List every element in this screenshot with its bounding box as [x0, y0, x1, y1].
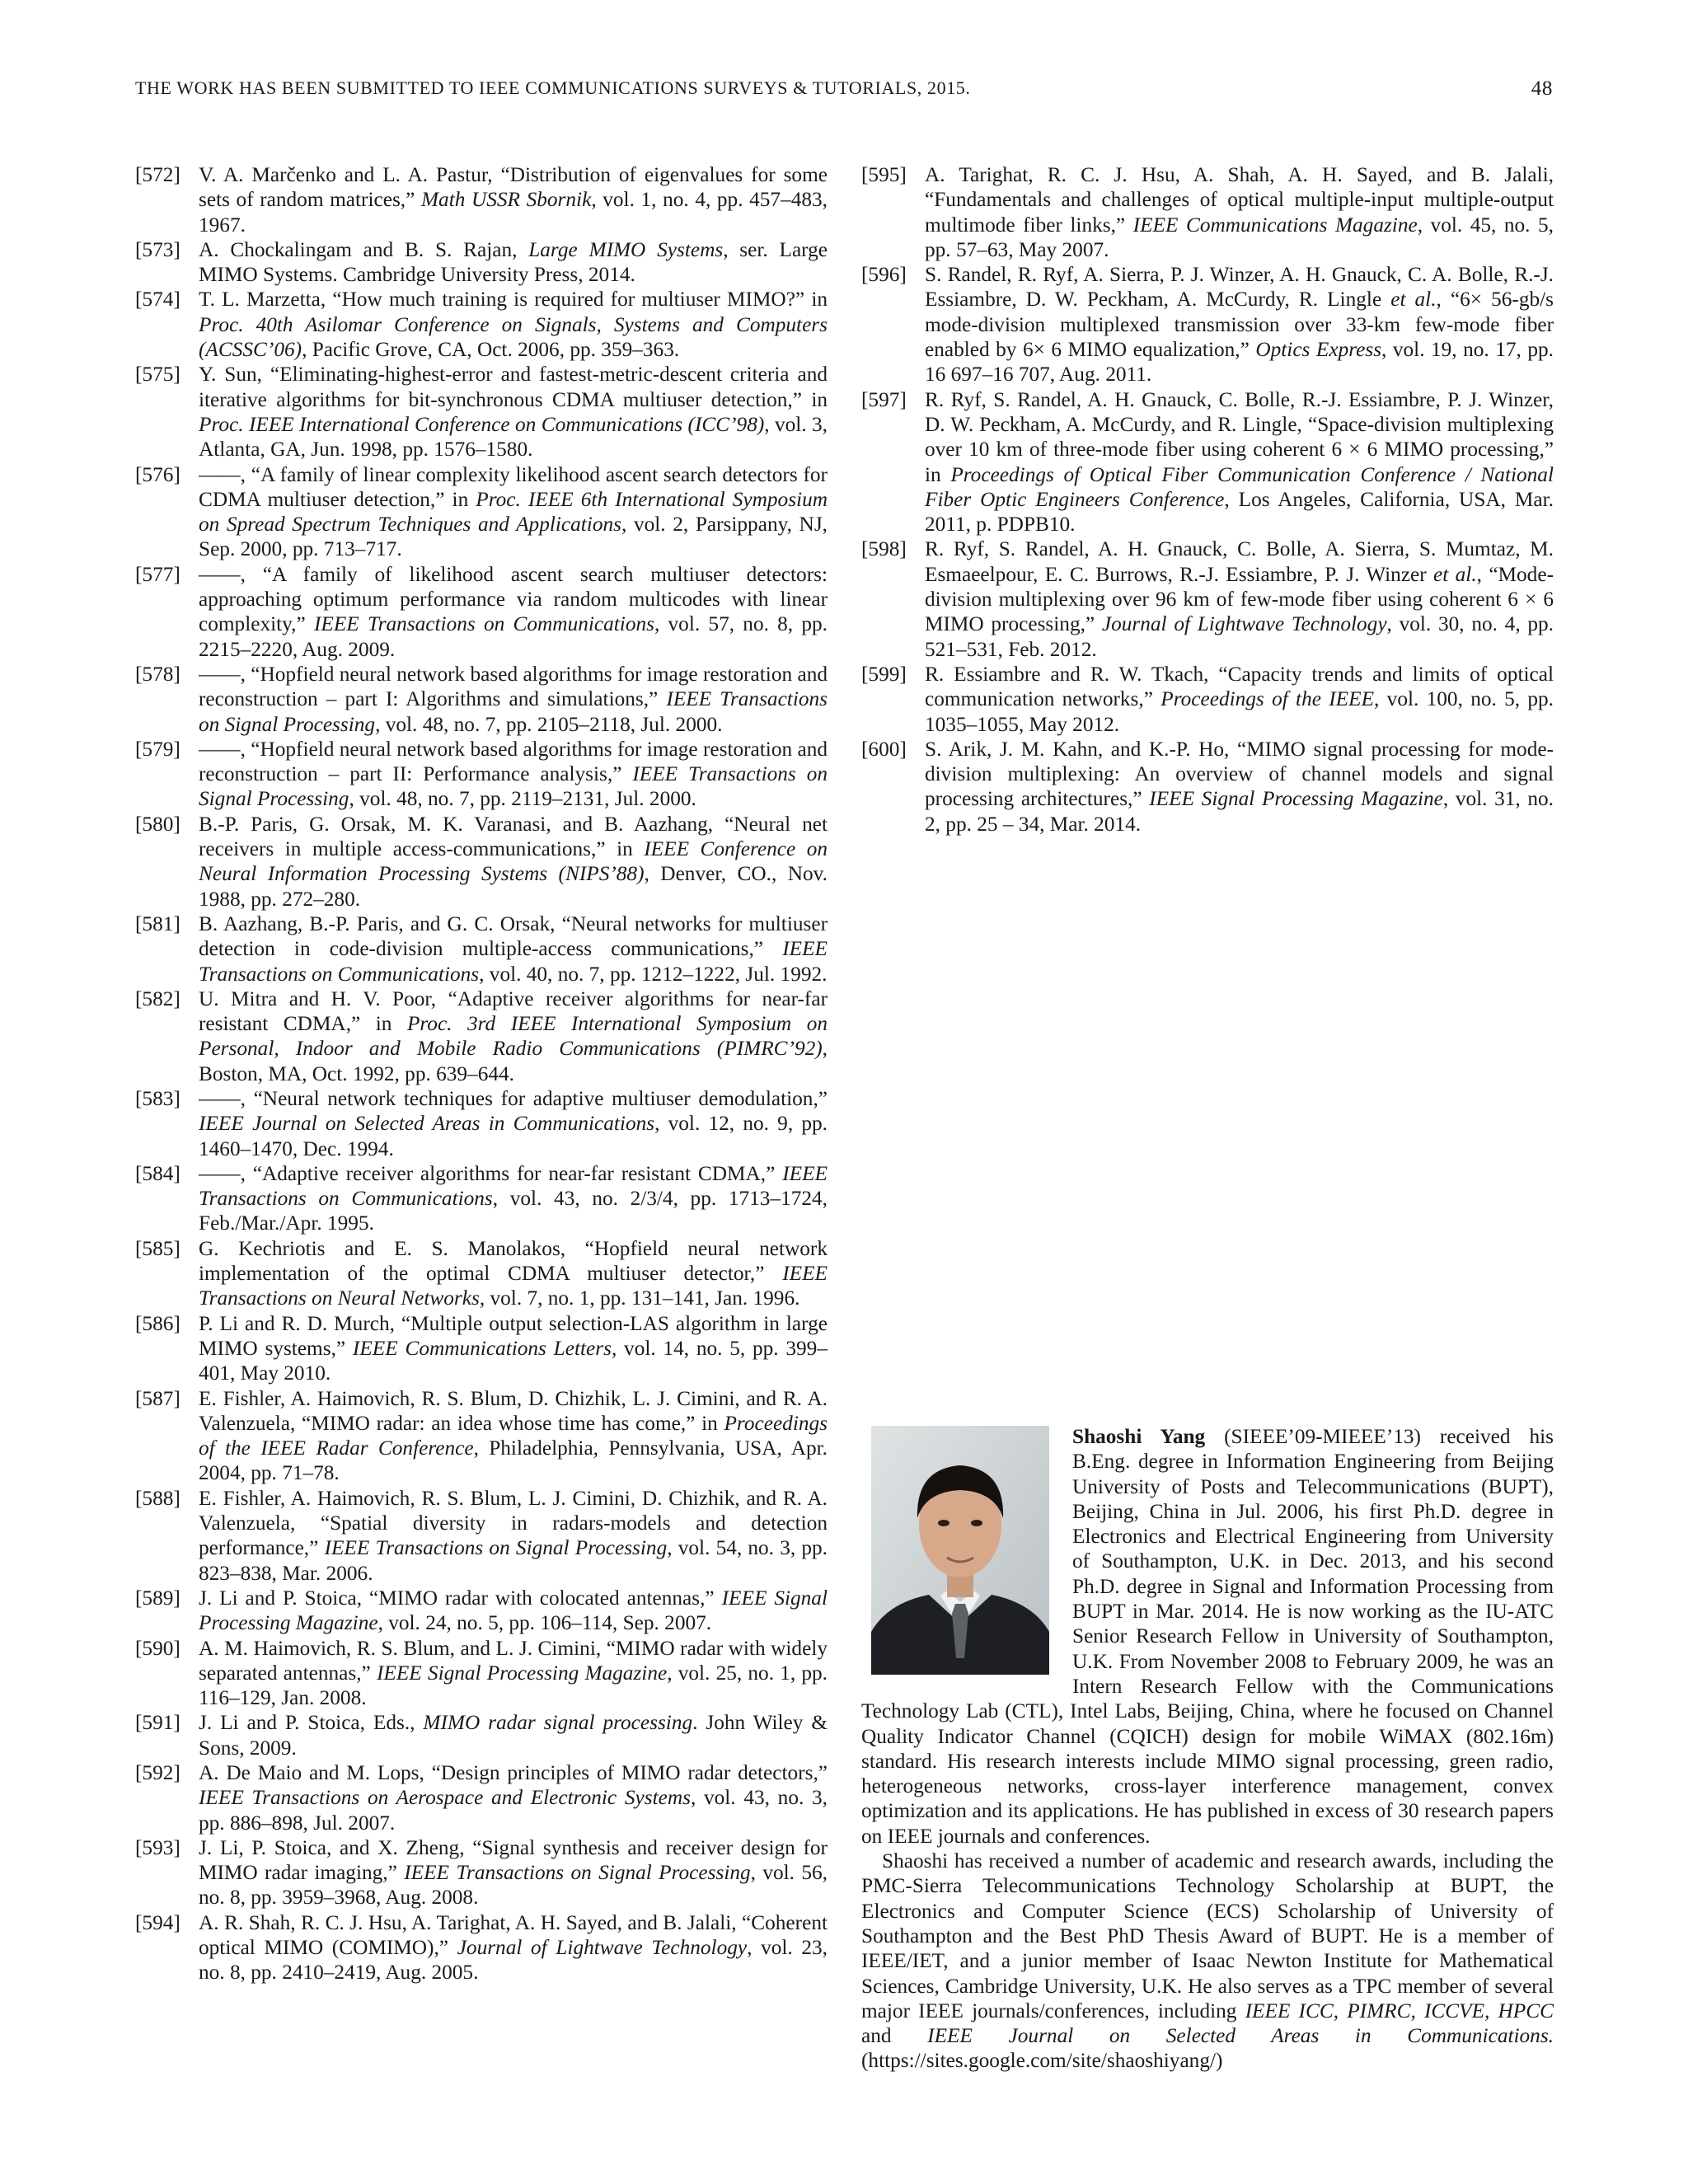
italic-text: Journal of Lightwave Technology [457, 1936, 748, 1960]
author-photo [871, 1426, 1049, 1675]
reference-number: [596] [861, 263, 907, 287]
italic-text: Journal of Lightwave Technology [1101, 612, 1387, 636]
reference-number: [597] [861, 387, 907, 411]
author-biography [861, 1424, 1554, 2074]
reference-entry [135, 737, 828, 812]
text: S. Randel, R. Ryf, A. Sierra, P. J. Winzer, A. H. Gnauck, C. A. Bolle, R.-J. Essiambre, D. W. Peckham, A. McCurdy, R. Lingle [925, 263, 1554, 312]
reference-number: [599] [861, 662, 907, 686]
text: , vol. 45, no. 5, pp. 57–63, May 2007. [925, 213, 1554, 261]
text: , vol. 14, no. 5, pp. 399–401, May 2010. [199, 1336, 828, 1385]
reference-entry [135, 1311, 828, 1386]
reference-number: [581] [135, 912, 181, 935]
text: , vol. 48, no. 7, pp. 2119–2131, Jul. 2000. [349, 787, 696, 811]
italic-text: IEEE Transactions on Aerospace and Electronic Systems [199, 1786, 691, 1810]
text: ——, “A family of linear complexity likelihood ascent search detectors for CDMA multiuser detection,” in [199, 462, 828, 511]
text: ——, “Hopfield neural network based algorithms for image restoration and reconstruction – part I: Algorithms and simulations,” [199, 662, 828, 711]
reference-entry [135, 1386, 828, 1486]
reference-entry [135, 1710, 828, 1760]
reference-entry [135, 1486, 828, 1586]
italic-text: et al. [1390, 288, 1437, 312]
reference-number: [573] [135, 237, 181, 261]
text: (https://sites.google.com/site/shaoshiyang/) [861, 2049, 1223, 2073]
italic-text: Optics Express [1255, 338, 1382, 362]
text: A. R. Shah, R. C. J. Hsu, A. Tarighat, A. H. Sayed, and B. Jalali, “Coherent optical MIMO (COMIMO),” [199, 1910, 828, 1960]
reference-entry [135, 1161, 828, 1236]
italic-text: Proceedings of the IEEE [1160, 687, 1375, 711]
text: , vol. 3, Atlanta, GA, Jun. 1998, pp. 1576–1580. [199, 412, 828, 462]
text: , vol. 7, no. 1, pp. 131–141, Jan. 1996. [479, 1286, 800, 1310]
text: , vol. 100, no. 5, pp. 1035–1055, May 2012. [925, 687, 1554, 736]
italic-text: IEEE Transactions on Neural Networks [199, 1262, 828, 1310]
italic-text: IEEE Transactions on Signal Processing [199, 762, 828, 811]
text: R. Ryf, S. Randel, A. H. Gnauck, C. Bolle, A. Sierra, S. Mumtaz, M. Esmaeelpour, E. C. Burrows, R.-J. Essiambre, P. J. Winzer [925, 537, 1554, 586]
reference-entry [135, 1236, 828, 1311]
reference-number: [583] [135, 1086, 181, 1110]
reference-entry [135, 1835, 828, 1910]
text: , vol. 25, no. 1, pp. 116–129, Jan. 2008. [199, 1661, 828, 1710]
text: T. L. Marzetta, “How much training is required for multiuser MIMO?” in [199, 288, 828, 312]
reference-entry [861, 662, 1554, 737]
text: , vol. 57, no. 8, pp. 2215–2220, Aug. 2009. [199, 612, 828, 661]
reference-entry [135, 287, 828, 362]
text: E. Fishler, A. Haimovich, R. S. Blum, L. J. Cimini, D. Chizhik, and R. A. Valenzuela, “Spatial diversity in radars-models and detection performance,” [199, 1486, 828, 1560]
reference-entry [861, 537, 1554, 661]
italic-text: MIMO radar signal processing [423, 1711, 693, 1735]
text: , Philadelphia, Pennsylvania, USA, Apr. 2004, pp. 71–78. [199, 1436, 828, 1485]
reference-entry [135, 1586, 828, 1636]
page-number: 48 [1531, 77, 1553, 100]
italic-text: IEEE Signal Processing Magazine [376, 1661, 668, 1685]
text: U. Mitra and H. V. Poor, “Adaptive receiver algorithms for near-far resistant CDMA,” in [199, 987, 828, 1036]
text: Y. Sun, “Eliminating-highest-error and fastest-metric-descent criteria and iterative algorithms for bit-synchronous CDMA multiuser detection,” in [199, 363, 828, 411]
journal-header-title: THE WORK HAS BEEN SUBMITTED TO IEEE COMMUNICATIONS SURVEYS & TUTORIALS, 2015. [135, 77, 971, 98]
reference-entry [135, 1086, 828, 1161]
italic-text: Proc. IEEE 6th International Symposium on Spread Spectrum Techniques and Applications [199, 487, 828, 537]
text: P. Li and R. D. Murch, “Multiple output selection-LAS algorithm in large MIMO systems,” [199, 1311, 828, 1360]
reference-number: [582] [135, 987, 181, 1010]
reference-number: [579] [135, 737, 181, 761]
text: , “Mode-division multiplexing over 96 km of few-mode fiber using coherent 6 × 6 MIMO processing,” [925, 562, 1554, 636]
reference-entry [861, 387, 1554, 537]
italic-text: IEEE Transactions on Signal Processing [404, 1861, 751, 1885]
reference-number: [594] [135, 1910, 181, 1934]
references-left-column [135, 162, 828, 1985]
text: A. De Maio and M. Lops, “Design principles of MIMO radar detectors,” [199, 1761, 828, 1784]
text: E. Fishler, A. Haimovich, R. S. Blum, D. Chizhik, L. J. Cimini, and R. A. Valenzuela, “MIMO radar: an idea whose time has come,” in [199, 1386, 828, 1435]
text: A. M. Haimovich, R. S. Blum, and L. J. Cimini, “MIMO radar with widely separated antennas,” [199, 1636, 828, 1685]
text: , vol. 48, no. 7, pp. 2105–2118, Jul. 2000. [375, 712, 723, 736]
reference-entry [135, 1760, 828, 1835]
text: , vol. 54, no. 3, pp. 823–838, Mar. 2006. [199, 1536, 828, 1585]
reference-entry [135, 162, 828, 237]
reference-entry [135, 912, 828, 987]
running-header [135, 77, 1553, 110]
reference-entry [135, 562, 828, 662]
text: J. Li and P. Stoica, “MIMO radar with colocated antennas,” [199, 1586, 722, 1610]
biography-text-1: (SIEEE’09-MIEEE’13) received his B.Eng. degree in Information Engineering from Beijing University of Posts and Telecommunications (BUPT), Beijing, China in Jul. 2006, his first Ph.D. degree in Electronics and Electrical Engineering from University of Southampton, U.K. in Dec. 2013, and his second Ph.D. degree in Signal and Information Processing from BUPT in Mar. 2014. He is now working as the IU-ATC Senior Research Fellow in University of Southampton, U.K. From November 2008 to February 2009, he was an Intern Research Fellow with the Communications Technology Lab (CTL), Intel Labs, Beijing, China, where he focused on Channel Quality Indicator Channel (CQICH) design for mobile WiMAX (802.16m) standard. His research interests include MIMO signal processing, green radio, heterogeneous networks, cross-layer interference management, convex optimization and its applications. He has published in excess of 30 research papers on IEEE journals and conferences. [861, 1425, 1554, 1848]
italic-text: et al. [1433, 562, 1477, 586]
text: B. Aazhang, B.-P. Paris, and G. C. Orsak, “Neural networks for multiuser detection in code-division multiple-access communications,” [199, 912, 828, 961]
text: , vol. 1, no. 4, pp. 457–483, 1967. [199, 188, 828, 237]
italic-text: IEEE ICC, PIMRC, ICCVE, HPCC [1245, 1999, 1554, 2022]
text: J. Li, P. Stoica, and X. Zheng, “Signal synthesis and receiver design for MIMO radar imaging,” [199, 1835, 828, 1885]
reference-number: [591] [135, 1711, 181, 1735]
text: S. Arik, J. M. Kahn, and K.-P. Ho, “MIMO signal processing for mode-division multiplexing: An overview of channel models and signal processing architectures,” [925, 737, 1554, 811]
references-right-column [861, 162, 1554, 837]
text: , “6× 56-gb/s mode-division multiplexed transmission over 33-km few-mode fiber enabled by 6× 6 MIMO equalization,” [925, 288, 1554, 362]
reference-entry [135, 987, 828, 1086]
reference-number: [593] [135, 1835, 181, 1859]
text: , vol. 30, no. 4, pp. 521–531, Feb. 2012. [925, 612, 1554, 661]
reference-number: [580] [135, 812, 181, 836]
italic-text: IEEE Transactions on Signal Processing [199, 687, 828, 736]
text: G. Kechriotis and E. S. Manolakos, “Hopfield neural network implementation of the optimal CDMA multiuser detector,” [199, 1236, 828, 1286]
reference-number: [590] [135, 1636, 181, 1660]
italic-text: Large MIMO Systems [528, 237, 724, 261]
reference-number: [586] [135, 1311, 181, 1335]
text: , vol. 19, no. 17, pp. 16 697–16 707, Aug. 2011. [925, 338, 1554, 387]
text: R. Essiambre and R. W. Tkach, “Capacity trends and limits of optical communication networks,” [925, 662, 1554, 711]
italic-text: IEEE Journal on Selected Areas in Communications. [927, 2024, 1554, 2048]
reference-entry [135, 237, 828, 288]
italic-text: IEEE Communications Magazine [1132, 213, 1418, 237]
italic-text: IEEE Transactions on Signal Processing [324, 1536, 668, 1560]
reference-entry [135, 362, 828, 462]
reference-number: [572] [135, 163, 181, 186]
reference-number: [585] [135, 1236, 181, 1260]
italic-text: IEEE Journal on Selected Areas in Communications [199, 1112, 655, 1136]
text: ——, “Adaptive receiver algorithms for near-far resistant CDMA,” [199, 1161, 783, 1185]
reference-number: [598] [861, 537, 907, 561]
reference-number: [576] [135, 462, 181, 486]
text: ——, “Hopfield neural network based algorithms for image restoration and reconstruction – part II: Performance analysis,” [199, 737, 828, 786]
text: . John Wiley & Sons, 2009. [199, 1711, 828, 1760]
text: , Los Angeles, California, USA, Mar. 2011, p. PDPB10. [925, 487, 1554, 537]
text: and [861, 2024, 928, 2048]
italic-text: Proc. IEEE International Conference on Communications (ICC’98) [199, 412, 765, 436]
text: , vol. 12, no. 9, pp. 1460–1470, Dec. 1994. [199, 1112, 828, 1160]
text: , vol. 43, no. 2/3/4, pp. 1713–1724, Feb./Mar./Apr. 1995. [199, 1187, 828, 1235]
reference-number: [589] [135, 1586, 181, 1610]
italic-text: IEEE Transactions on Communications [199, 937, 828, 986]
text: , Boston, MA, Oct. 1992, pp. 639–644. [199, 1037, 828, 1085]
text: , ser. Large MIMO Systems. Cambridge University Press, 2014. [199, 237, 828, 287]
text: , vol. 43, no. 3, pp. 886–898, Jul. 2007. [199, 1786, 828, 1835]
italic-text: IEEE Signal Processing Magazine [1149, 787, 1443, 811]
reference-number: [588] [135, 1486, 181, 1510]
reference-entry [861, 162, 1554, 262]
reference-number: [592] [135, 1761, 181, 1784]
italic-text: Proceedings of Optical Fiber Communication Conference / National Fiber Optic Engineers Conference [925, 462, 1554, 511]
italic-text: IEEE Signal Processing Magazine [199, 1586, 828, 1635]
text: A. Tarighat, R. C. J. Hsu, A. Shah, A. H. Sayed, and B. Jalali, “Fundamentals and challenges of optical multiple-input multiple-output multimode fiber links,” [925, 163, 1554, 237]
italic-text: IEEE Conference on Neural Information Processing Systems (NIPS’88) [199, 837, 828, 886]
reference-number: [574] [135, 288, 181, 312]
italic-text: IEEE Transactions on Communications [313, 612, 654, 636]
reference-number: [577] [135, 562, 181, 586]
text: , vol. 40, no. 7, pp. 1212–1222, Jul. 1992. [479, 962, 828, 986]
italic-text: IEEE Communications Letters [352, 1336, 612, 1360]
text: R. Ryf, S. Randel, A. H. Gnauck, C. Bolle, R.-J. Essiambre, P. J. Winzer, D. W. Peckham, A. McCurdy, and R. Lingle, “Space-division multiplexing over 10 km of three-mode fiber using coherent 6 × 6 MIMO processing,” in [925, 387, 1554, 486]
reference-entry [135, 1910, 828, 1985]
reference-entry [135, 462, 828, 562]
text: , vol. 2, Parsippany, NJ, Sep. 2000, pp. 713–717. [199, 513, 828, 561]
reference-number: [595] [861, 163, 907, 186]
reference-number: [575] [135, 363, 181, 387]
text: , Denver, CO., Nov. 1988, pp. 272–280. [199, 862, 828, 911]
reference-entry [861, 737, 1554, 837]
reference-number: [587] [135, 1386, 181, 1410]
text: J. Li and P. Stoica, Eds., [199, 1711, 424, 1735]
text: V. A. Marčenko and L. A. Pastur, “Distribution of eigenvalues for some sets of random matrices,” [199, 163, 828, 212]
reference-number: [578] [135, 662, 181, 686]
text: , vol. 31, no. 2, pp. 25 – 34, Mar. 2014. [925, 787, 1554, 836]
text: , vol. 56, no. 8, pp. 3959–3968, Aug. 2008. [199, 1861, 828, 1910]
reference-number: [584] [135, 1161, 181, 1185]
text: Shaoshi has received a number of academic and research awards, including the PMC-Sierra Telecommunications Technology Scholarship at BUPT, the Electronics and Computer Science (ECS) Scholarship of University of Southampton and the Best PhD Thesis Award of BUPT. He is a member of IEEE/IET, and a junior member of Isaac Newton Institute for Mathematical Sciences, Cambridge University, U.K. He also serves as a TPC member of several major IEEE journals/conferences, including [861, 1849, 1554, 2022]
text: , Pacific Grove, CA, Oct. 2006, pp. 359–363. [302, 338, 680, 362]
text: , vol. 24, no. 5, pp. 106–114, Sep. 2007. [377, 1611, 712, 1635]
biography-paragraph-2 [861, 1849, 1554, 2074]
text: A. Chockalingam and B. S. Rajan, [199, 237, 529, 261]
text: ——, “Neural network techniques for adaptive multiuser demodulation,” [199, 1086, 828, 1110]
reference-entry [135, 812, 828, 912]
italic-text: Math USSR Sbornik [420, 188, 592, 212]
italic-text: Proceedings of the IEEE Radar Conference [199, 1411, 828, 1460]
author-name: Shaoshi Yang [1072, 1425, 1206, 1448]
reference-entry [135, 1636, 828, 1711]
reference-number: [600] [861, 737, 907, 761]
italic-text: Proc. 3rd IEEE International Symposium on Personal, Indoor and Mobile Radio Communications (PIMRC’92) [199, 1012, 828, 1061]
text: , vol. 23, no. 8, pp. 2410–2419, Aug. 2005. [199, 1936, 828, 1985]
text: ——, “A family of likelihood ascent search multiuser detectors: approaching optimum performance via random multicodes with linear complexity,” [199, 562, 828, 636]
italic-text: IEEE Transactions on Communications [199, 1161, 828, 1211]
reference-entry [135, 662, 828, 737]
italic-text: Proc. 40th Asilomar Conference on Signals, Systems and Computers (ACSSC’06) [199, 312, 828, 362]
text: B.-P. Paris, G. Orsak, M. K. Varanasi, and B. Aazhang, “Neural net receivers in multiple access-communications,” in [199, 812, 828, 861]
reference-entry [861, 262, 1554, 387]
